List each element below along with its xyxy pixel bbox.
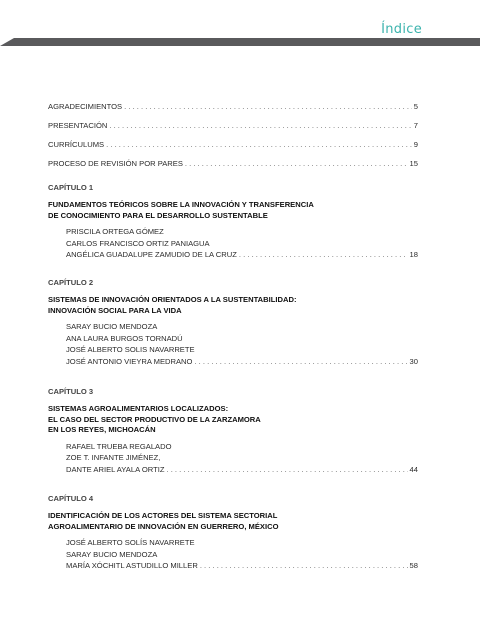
toc-entry-label: CURRÍCULUMS <box>48 140 105 149</box>
author-name: JOSÉ ALBERTO SOLIS NAVARRETE <box>66 345 195 354</box>
toc-entry[interactable] <box>66 560 418 572</box>
chapter-title-line: DE CONOCIMIENTO PARA EL DESARROLLO SUSTENTABLE <box>48 210 268 220</box>
author-name: RAFAEL TRUEBA REGALADO <box>66 441 172 451</box>
chapter-title-line: EL CASO DEL SECTOR PRODUCTIVO DE LA ZARZAMORA <box>48 414 261 424</box>
toc-entry[interactable] <box>66 249 418 261</box>
author-list <box>48 226 418 261</box>
chapter-title-line: SISTEMAS AGROALIMENTARIOS LOCALIZADOS: <box>48 404 229 413</box>
chapter-2 <box>48 278 418 367</box>
author-name: ANA LAURA BURGOS TORNADÚ <box>66 333 183 343</box>
toc-entry-page: 15 <box>409 159 418 168</box>
chapter-4 <box>48 494 418 572</box>
toc-entry-page: 30 <box>409 356 418 366</box>
toc-entry-page: 44 <box>409 464 418 474</box>
author-name: ZOE T. INFANTE JIMÉNEZ, <box>66 453 161 462</box>
chapter-title-line: EN LOS REYES, MICHOACÁN <box>48 425 156 434</box>
author-name: CARLOS FRANCISCO ORTIZ PANIAGUA <box>66 238 210 248</box>
dot-leader <box>194 356 407 368</box>
toc-entry-page: 7 <box>413 121 418 130</box>
author-name: PRISCILA ORTEGA GÓMEZ <box>66 227 164 236</box>
toc-entry-page: 5 <box>413 102 418 111</box>
chapter-title[interactable] <box>48 200 418 221</box>
chapter-label: CAPÍTULO 2 <box>48 278 94 287</box>
chapter-title[interactable] <box>48 404 418 436</box>
toc-entry-page: 58 <box>409 561 418 570</box>
front-matter-list <box>48 101 418 177</box>
author-name: JOSÉ ANTONIO VIEYRA MEDRANO <box>66 356 193 366</box>
chapter-1 <box>48 183 418 261</box>
chapter-title-line: IDENTIFICACIÓN DE LOS ACTORES DEL SISTEMA SECTORIAL <box>48 511 278 520</box>
toc-entry-page: 9 <box>413 140 418 149</box>
toc-entry-label: PROCESO DE REVISIÓN POR PARES <box>48 159 183 168</box>
toc-entry-label: PRESENTACIÓN <box>48 121 108 130</box>
chapter-title-line: INNOVACIÓN SOCIAL PARA LA VIDA <box>48 305 182 315</box>
author-name: JOSÉ ALBERTO SOLÍS NAVARRETE <box>66 538 195 547</box>
toc-entry-label: AGRADECIMIENTOS <box>48 102 123 111</box>
dot-leader <box>109 120 411 131</box>
toc-entry-page: 18 <box>409 250 418 259</box>
toc-entry[interactable] <box>48 158 418 169</box>
chapter-3 <box>48 387 418 475</box>
author-name: SARAY BUCIO MENDOZA <box>66 322 158 331</box>
dot-leader <box>200 560 408 572</box>
author-name: SARAY BUCIO MENDOZA <box>66 549 158 559</box>
toc-entry[interactable] <box>48 101 418 112</box>
author-name: DANTE ARIEL AYALA ORTIZ <box>66 464 165 474</box>
author-list <box>48 441 418 476</box>
header-band <box>0 38 480 46</box>
chapter-title[interactable] <box>48 295 418 316</box>
dot-leader <box>106 139 412 150</box>
chapter-title-line: FUNDAMENTOS TEÓRICOS SOBRE LA INNOVACIÓN Y TRANSFERENCIA <box>48 200 314 209</box>
dot-leader <box>166 464 407 476</box>
toc-entry[interactable] <box>66 464 418 476</box>
dot-leader <box>239 249 408 261</box>
author-list <box>48 537 418 572</box>
toc-entry[interactable] <box>48 139 418 150</box>
chapter-label: CAPÍTULO 3 <box>48 387 94 396</box>
toc-entry[interactable] <box>48 120 418 131</box>
toc-entry[interactable] <box>66 356 418 368</box>
author-name: MARÍA XÓCHITL ASTUDILLO MILLER <box>66 561 198 570</box>
author-list <box>48 321 418 367</box>
chapter-title[interactable] <box>48 511 418 532</box>
chapter-title-line: AGROALIMENTARIO DE INNOVACIÓN EN GUERRERO, MÉXICO <box>48 521 279 531</box>
dot-leader <box>185 158 408 169</box>
chapter-label: CAPÍTULO 1 <box>48 183 94 192</box>
chapter-label: CAPÍTULO 4 <box>48 494 94 503</box>
chapter-title-line: SISTEMAS DE INNOVACIÓN ORIENTADOS A LA SUSTENTABILIDAD: <box>48 295 297 304</box>
author-name: ANGÉLICA GUADALUPE ZAMUDIO DE LA CRUZ <box>66 250 237 259</box>
dot-leader <box>124 101 412 112</box>
page-title: Índice <box>381 22 422 37</box>
